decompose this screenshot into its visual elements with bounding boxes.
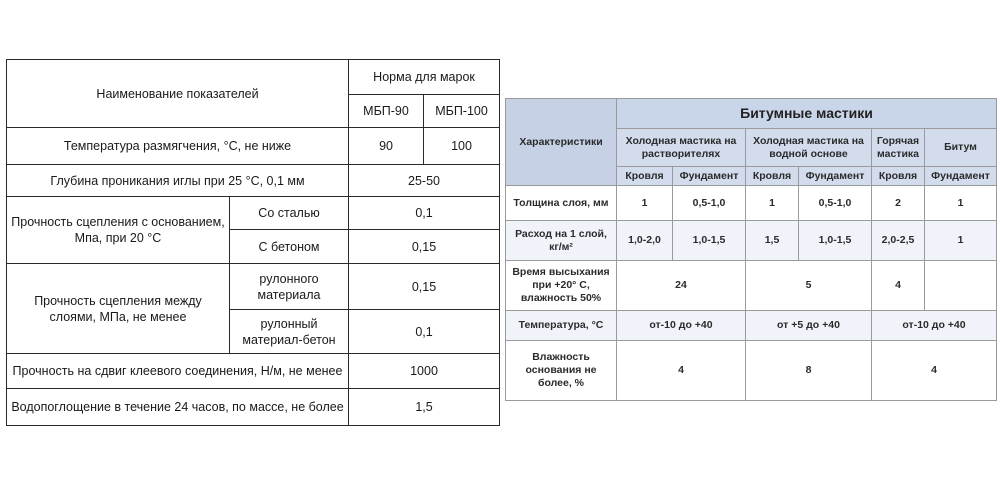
sub-roof: Кровля: [617, 167, 673, 186]
shear-label: Прочность на сдвиг клеевого соединения, Н/м, не менее: [7, 354, 349, 389]
roll-label: рулонного материала: [230, 264, 349, 310]
table-cell: 0,5-1,0: [799, 186, 872, 221]
table-cell: 1,0-1,5: [673, 221, 746, 261]
group-cold-water: Холодная мастика на водной основе: [746, 129, 872, 167]
header-row: [7, 60, 500, 95]
table-row: [7, 264, 500, 310]
softening-mbp90: 90: [349, 128, 424, 165]
thickness-label: Толщина слоя, мм: [506, 186, 617, 221]
table-row: [7, 128, 500, 165]
penetration-value: 25-50: [349, 165, 500, 197]
concrete-value: 0,15: [349, 230, 500, 264]
indicator-name-header: Наименование показателей: [7, 60, 349, 128]
table-cell: 1,5: [746, 221, 799, 261]
characteristics-header: Характеристики: [506, 99, 617, 186]
roll-value: 0,15: [349, 264, 500, 310]
table-cell: 0,5-1,0: [673, 186, 746, 221]
table-cell: от-10 до +40: [872, 311, 997, 341]
table-cell: 1: [617, 186, 673, 221]
roll-concrete-label: рулонный материал-бетон: [230, 310, 349, 354]
concrete-label: С бетоном: [230, 230, 349, 264]
softening-label: Температура размягчения, °С, не ниже: [7, 128, 349, 165]
table-cell: 1,0-2,0: [617, 221, 673, 261]
roll-concrete-value: 0,1: [349, 310, 500, 354]
adhesion-layers-label: Прочность сцепления между слоями, МПа, не менее: [7, 264, 230, 354]
group-bitumen: Битум: [925, 129, 997, 167]
humidity-label: Влажность основания не более, %: [506, 341, 617, 401]
bitumen-mastic-table: [505, 98, 997, 401]
table-cell: 24: [617, 261, 746, 311]
table-row: [506, 341, 997, 401]
mastic-spec-table: [6, 59, 500, 426]
table-row: [506, 261, 997, 311]
temperature-label: Температура, °С: [506, 311, 617, 341]
sub-foundation: Фундамент: [925, 167, 997, 186]
sub-roof: Кровля: [872, 167, 925, 186]
sub-roof: Кровля: [746, 167, 799, 186]
table-cell: от +5 до +40: [746, 311, 872, 341]
water-label: Водопоглощение в течение 24 часов, по массе, не более: [7, 389, 349, 426]
table-cell: 5: [746, 261, 872, 311]
table-row: [7, 354, 500, 389]
table-cell: от-10 до +40: [617, 311, 746, 341]
table-cell: 8: [746, 341, 872, 401]
consumption-label: Расход на 1 слой, кг/м²: [506, 221, 617, 261]
shear-value: 1000: [349, 354, 500, 389]
grade-mbp100: МБП-100: [424, 95, 500, 128]
water-value: 1,5: [349, 389, 500, 426]
sub-foundation: Фундамент: [799, 167, 872, 186]
table-cell: 4: [617, 341, 746, 401]
sub-foundation: Фундамент: [673, 167, 746, 186]
table-row: [506, 221, 997, 261]
table-cell: 2,0-2,5: [872, 221, 925, 261]
steel-value: 0,1: [349, 197, 500, 230]
norm-header: Норма для марок: [349, 60, 500, 95]
drying-label: Время высыхания при +20° С, влажность 50%: [506, 261, 617, 311]
adhesion-base-label: Прочность сцепления с основанием, Мпа, при 20 °С: [7, 197, 230, 264]
softening-mbp100: 100: [424, 128, 500, 165]
table-cell: 1: [925, 186, 997, 221]
table-title: Битумные мастики: [617, 99, 997, 129]
table-row: [506, 311, 997, 341]
table-cell: 1: [746, 186, 799, 221]
grade-mbp90: МБП-90: [349, 95, 424, 128]
table-row: [506, 186, 997, 221]
table-cell: 2: [872, 186, 925, 221]
table-cell: 4: [872, 261, 925, 311]
steel-label: Со сталью: [230, 197, 349, 230]
table-cell: 4: [872, 341, 997, 401]
table-cell: 1,0-1,5: [799, 221, 872, 261]
table-row: [7, 197, 500, 230]
title-row: [506, 99, 997, 129]
group-cold-solvent: Холодная мастика на растворителях: [617, 129, 746, 167]
table-row: [7, 389, 500, 426]
table-row: [7, 165, 500, 197]
table-cell: 1: [925, 221, 997, 261]
penetration-label: Глубина проникания иглы при 25 °С, 0,1 мм: [7, 165, 349, 197]
group-hot: Горячая мастика: [872, 129, 925, 167]
table-cell-empty: [925, 261, 997, 311]
